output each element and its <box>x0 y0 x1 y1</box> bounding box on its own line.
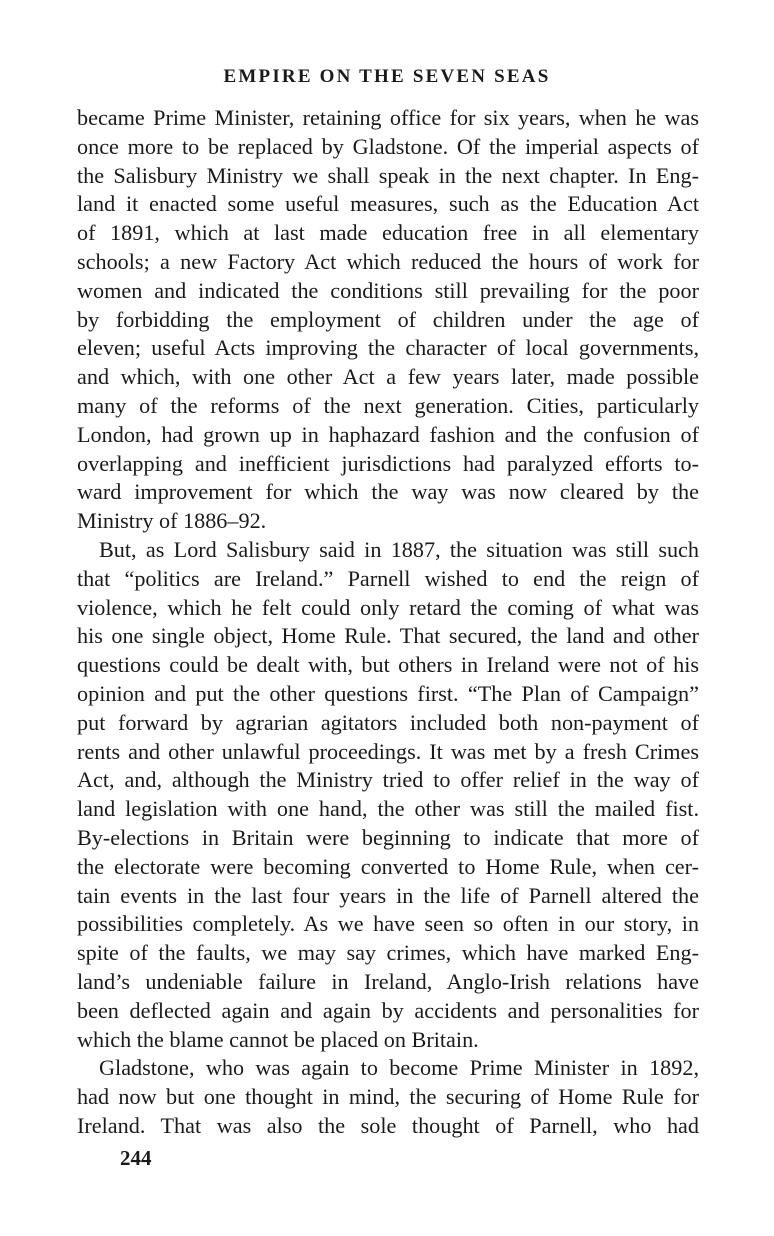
text-line: that “politics are Ireland.” Parnell wished to end the reign of <box>77 565 699 591</box>
text-line: many of the reforms of the next generation. Cities, particularly <box>77 392 699 418</box>
text-line: tain events in the last four years in the life of Parnell altered the <box>77 882 699 908</box>
text-line: his one single object, Home Rule. That secured, the land and other <box>77 623 699 649</box>
text-line: put forward by agrarian agitators included both non-payment of <box>77 709 699 735</box>
text-line: land legislation with one hand, the other was still the mailed fist. <box>77 796 699 822</box>
text-line: which the blame cannot be placed on Britain. <box>77 1026 479 1052</box>
text-line: land it enacted some useful measures, such as the Education Act <box>77 191 699 217</box>
text-line: and which, with one other Act a few years later, made possible <box>77 364 699 390</box>
page-number: 244 <box>120 1146 152 1170</box>
text-line: overlapping and inefficient jurisdictions had paralyzed efforts to- <box>77 450 699 476</box>
text-line: Ministry of 1886–92. <box>77 508 267 534</box>
text-line: land’s undeniable failure in Ireland, Anglo-Irish relations have <box>77 968 699 994</box>
text-line: violence, which he felt could only retard the coming of what was <box>77 594 699 620</box>
text-line: rents and other unlawful proceedings. It was met by a fresh Crimes <box>77 738 699 764</box>
text-line: the Salisbury Ministry we shall speak in the next chapter. In Eng- <box>77 162 699 188</box>
text-line: been deflected again and again by accidents and personalities for <box>77 997 699 1023</box>
text-line: ward improvement for which the way was now cleared by the <box>77 479 699 505</box>
text-line: opinion and put the other questions first. “The Plan of Campaign” <box>77 680 699 706</box>
text-line: once more to be replaced by Gladstone. Of the imperial aspects of <box>77 133 699 159</box>
text-line: women and indicated the conditions still prevailing for the poor <box>77 277 699 303</box>
text-line: by forbidding the employment of children under the age of <box>77 306 699 332</box>
text-line: the electorate were becoming converted to Home Rule, when cer- <box>77 853 699 879</box>
text-line: London, had grown up in haphazard fashion and the confusion of <box>77 421 699 447</box>
text-line: By-elections in Britain were beginning to indicate that more of <box>77 824 699 850</box>
text-line: schools; a new Factory Act which reduced the hours of work for <box>77 248 699 274</box>
body-text <box>77 104 699 1141</box>
text-line: possibilities completely. As we have seen so often in our story, in <box>77 911 699 937</box>
text-line: But, as Lord Salisbury said in 1887, the situation was still such <box>99 536 699 562</box>
text-line: eleven; useful Acts improving the character of local governments, <box>77 335 699 361</box>
text-line: spite of the faults, we may say crimes, which have marked Eng- <box>77 940 699 966</box>
running-head: EMPIRE ON THE SEVEN SEAS <box>223 66 551 87</box>
text-line: questions could be dealt with, but others in Ireland were not of his <box>77 652 699 678</box>
text-line: Ireland. That was also the sole thought of Parnell, who had <box>77 1112 699 1138</box>
text-line: had now but one thought in mind, the securing of Home Rule for <box>77 1084 699 1110</box>
text-line: Gladstone, who was again to become Prime Minister in 1892, <box>99 1055 699 1081</box>
text-line: Act, and, although the Ministry tried to offer relief in the way of <box>77 767 699 793</box>
text-line: of 1891, which at last made education free in all elementary <box>77 220 699 246</box>
text-line: became Prime Minister, retaining office for six years, when he was <box>77 105 699 130</box>
